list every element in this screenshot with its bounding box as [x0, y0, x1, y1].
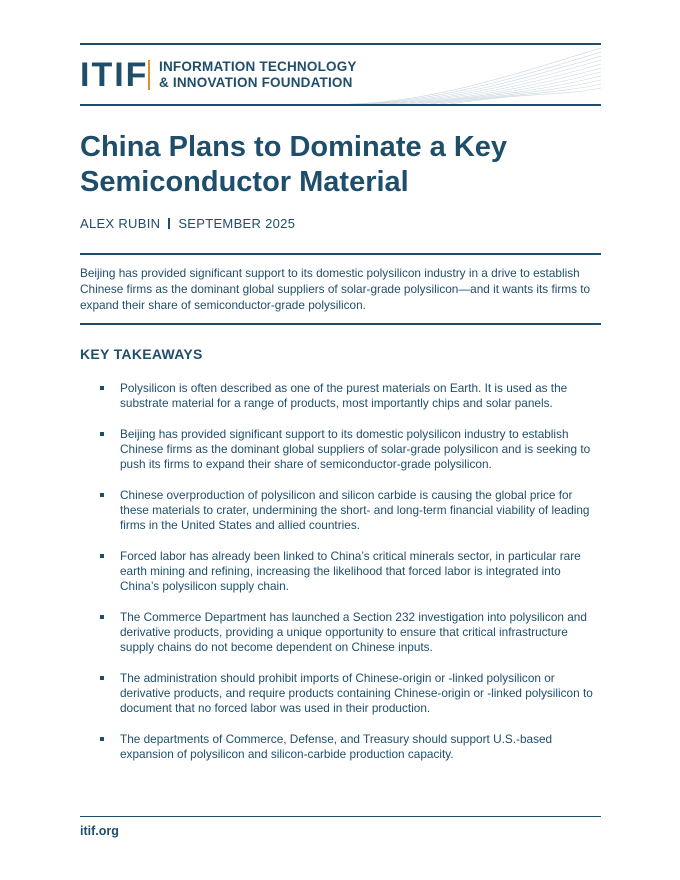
- header-bottom-rule: [80, 104, 601, 106]
- takeaway-text: Beijing has provided significant support to its domestic polysilicon industry to establish Chinese firms as the dominant global suppliers of solar-grade polysilicon and is seeking to push its firms to expand their share of semiconductor-grade polysilicon.: [120, 427, 591, 471]
- bullet-icon: [100, 386, 104, 390]
- page-title: [80, 130, 580, 200]
- summary-bottom-rule: [80, 323, 601, 325]
- bullet-icon: [100, 676, 104, 680]
- byline-separator: [168, 218, 170, 229]
- summary-top-rule: [80, 253, 601, 255]
- list-item: [100, 381, 600, 411]
- list-item: [100, 732, 600, 762]
- org-name-line1: INFORMATION TECHNOLOGY: [159, 59, 357, 74]
- org-name-line2: & INNOVATION FOUNDATION: [159, 75, 353, 90]
- byline: [80, 216, 295, 231]
- itif-logo: ITIF: [80, 56, 149, 94]
- decorative-wave-lines: [350, 46, 601, 104]
- list-item: [100, 427, 600, 472]
- summary-text: Beijing has provided significant support to its domestic polysilicon industry in a drive to establish Chinese firms as the dominant global suppliers of solar-grade polysilicon—and it wants its firms to expand their share of semiconductor-grade polysilicon.: [80, 266, 591, 312]
- footer-rule: [80, 816, 601, 817]
- logo-divider: [148, 60, 150, 90]
- bullet-icon: [100, 432, 104, 436]
- bullet-icon: [100, 615, 104, 619]
- key-takeaways-heading: KEY TAKEAWAYS: [80, 346, 203, 362]
- list-item: [100, 549, 600, 594]
- bullet-icon: [100, 554, 104, 558]
- key-takeaways-list: [100, 381, 600, 778]
- takeaway-text: The administration should prohibit imports of Chinese-origin or -linked polysilicon or derivative products, and require products containing Chinese-origin or -linked polysilicon to document that no forced labor was used in their production.: [120, 671, 593, 715]
- bullet-icon: [100, 737, 104, 741]
- list-item: [100, 488, 600, 533]
- takeaway-text: Forced labor has already been linked to China’s critical minerals sector, in particular rare earth mining and refining, increasing the likelihood that forced labor is integrated into China’s polysilicon supply chain.: [120, 549, 581, 593]
- bullet-icon: [100, 493, 104, 497]
- takeaway-text: Polysilicon is often described as one of the purest materials on Earth. It is used as the substrate material for a range of products, most importantly chips and solar panels.: [120, 381, 568, 410]
- header: [80, 46, 601, 104]
- top-rule: [80, 43, 601, 45]
- org-name: [159, 59, 357, 91]
- footer-link[interactable]: itif.org: [80, 824, 119, 838]
- author: ALEX RUBIN: [80, 216, 161, 231]
- title-line2: Semiconductor Material: [80, 166, 409, 198]
- takeaway-text: The departments of Commerce, Defense, and Treasury should support U.S.-based expansion of polysilicon and silicon-carbide production capacity.: [120, 732, 553, 761]
- title-line1: China Plans to Dominate a Key: [80, 131, 508, 163]
- takeaway-text: The Commerce Department has launched a Section 232 investigation into polysilicon and derivative products, providing a unique opportunity to ensure that critical infrastructure supply chains do not become dependent on Chinese inputs.: [120, 610, 587, 654]
- takeaway-text: Chinese overproduction of polysilicon and silicon carbide is causing the global price for these materials to crater, undermining the short- and long-term financial viability of leading firms in the United States and allied countries.: [120, 488, 590, 532]
- list-item: [100, 671, 600, 716]
- list-item: [100, 610, 600, 655]
- publish-date: SEPTEMBER 2025: [178, 216, 296, 231]
